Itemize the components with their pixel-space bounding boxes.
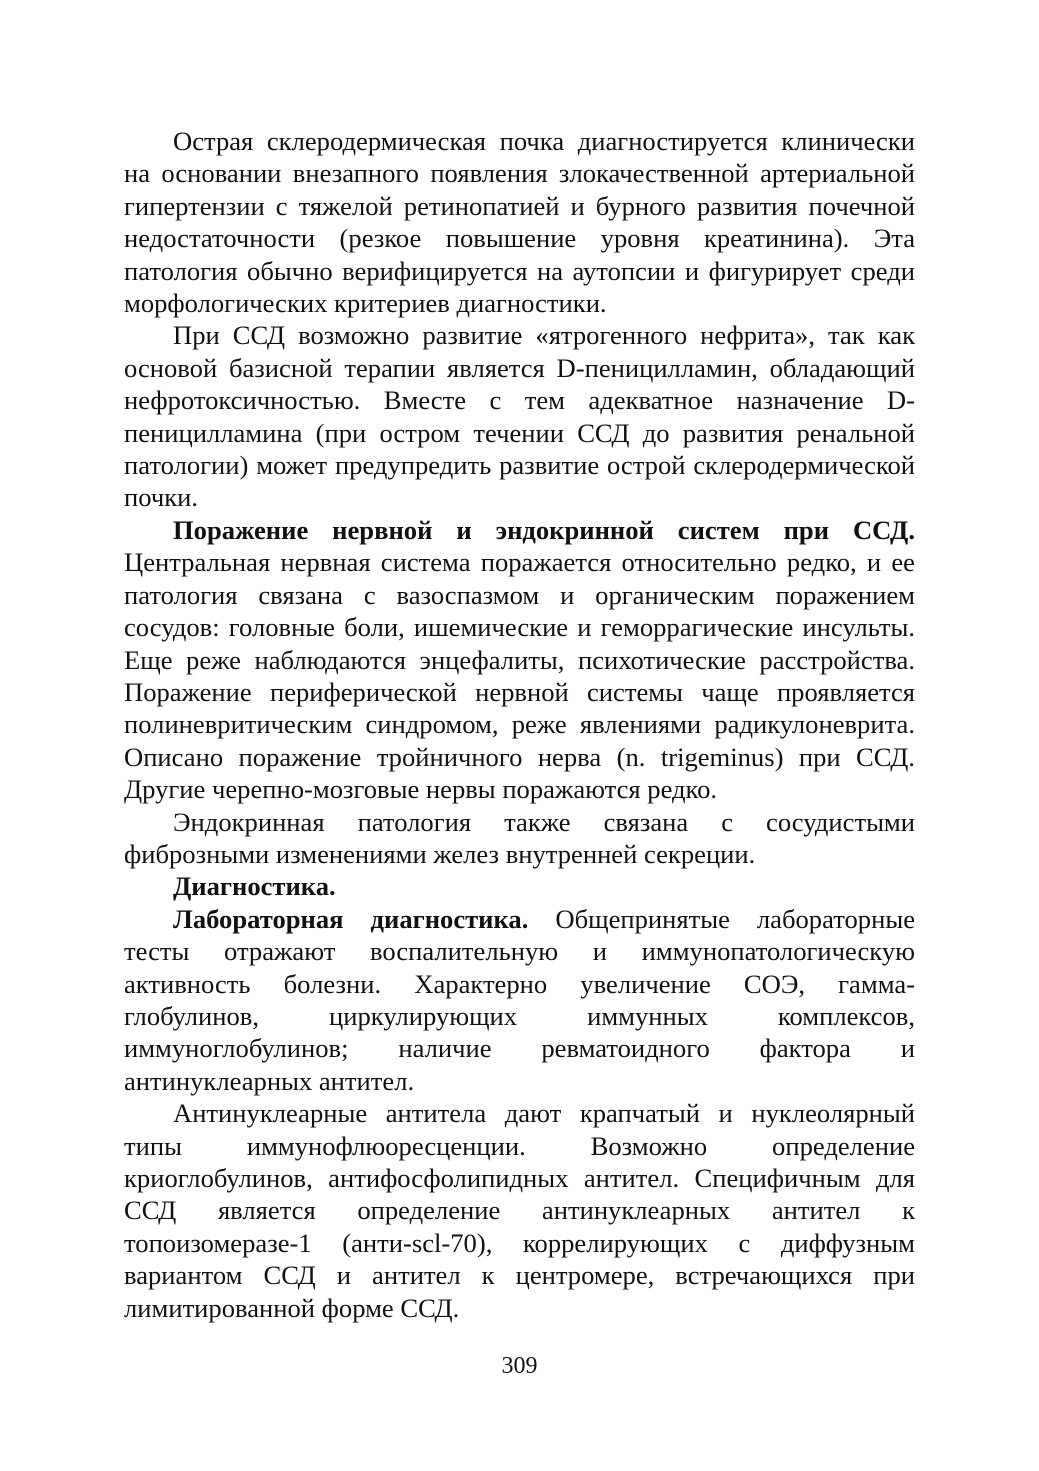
- page-number: 309: [501, 1353, 538, 1379]
- paragraph-iatrogenic-nephritis: [124, 319, 915, 513]
- paragraph-text: Антинуклеарные антитела дают крапчатый и нуклеолярный типы иммунофлюоресценции. Возможно определение криоглобулинов, антифосфолипидных антител. Специфичным для ССД является определение антинуклеарных антител к топоизомеразе-1 (анти-scl-70), коррелирующих с диффузным вариантом ССД и антител к центромере, встречающихся при лимитированной форме ССД.: [124, 1098, 915, 1323]
- section-heading-diagnostics: Диагностика.: [173, 871, 336, 902]
- paragraph-scleroderma-kidney: [124, 125, 915, 319]
- paragraph-endocrine: [124, 806, 915, 871]
- paragraph-text: Острая склеродермическая почка диагностируется клинически на основании внезапного появления злокачественной артериальной гипертензии с тяжелой ретинопатией и бурного развития почечной недостаточности (резкое повышение уровня креатинина). Эта патология обычно верифицируется на аутопсии и фигурирует среди морфологических критериев диагностики.: [124, 126, 915, 319]
- paragraph-antinuclear-antibodies: [124, 1097, 915, 1324]
- paragraph-lab-diagnostics: [124, 903, 915, 1097]
- paragraph-text: При ССД возможно развитие «ятрогенного нефрита», так как основой базисной терапии является D-пеницилламин, обладающий нефротоксичностью. Вместе с тем адекватное назначение D-пеницилламина (при остром течении ССД до развития ренальной патологии) может предупредить развитие острой склеродермической почки.: [124, 320, 915, 513]
- paragraph-text: Центральная нервная система поражается относительно редко, и ее патология связана с вазоспазмом и органическим поражением сосудов: головные боли, ишемические и геморрагические инсульты. Еще реже наблюдаются энцефалиты, психотические расстройства. Поражение периферической нервной системы чаще проявляется полиневритическим синдромом, реже явлениями радикулоневрита. Описано поражение тройничного нерва (n. trigeminus) при ССД. Другие черепно-мозговые нервы поражаются редко.: [124, 547, 915, 805]
- paragraph-text: Общепринятые лабораторные тесты отражают воспалительную и иммунопатологическую активность болезни. Характерно увеличение СОЭ, гамма-глобулинов, циркулирующих иммунных комплексов, иммуноглобулинов; наличие ревматоидного фактора и антинуклеарных антител.: [124, 903, 915, 1096]
- paragraph-text: Эндокринная патология также связана с сосудистыми фиброзными изменениями желез внутренней секреции.: [124, 806, 915, 869]
- section-heading-lab-diagnostics: Лабораторная диагностика.: [173, 903, 529, 934]
- section-heading-nervous-endocrine: Поражение нервной и эндокринной систем при ССД.: [173, 514, 915, 545]
- heading-diagnostics: [124, 870, 915, 902]
- page-body: [124, 125, 915, 1324]
- paragraph-nervous-endocrine: [124, 514, 915, 806]
